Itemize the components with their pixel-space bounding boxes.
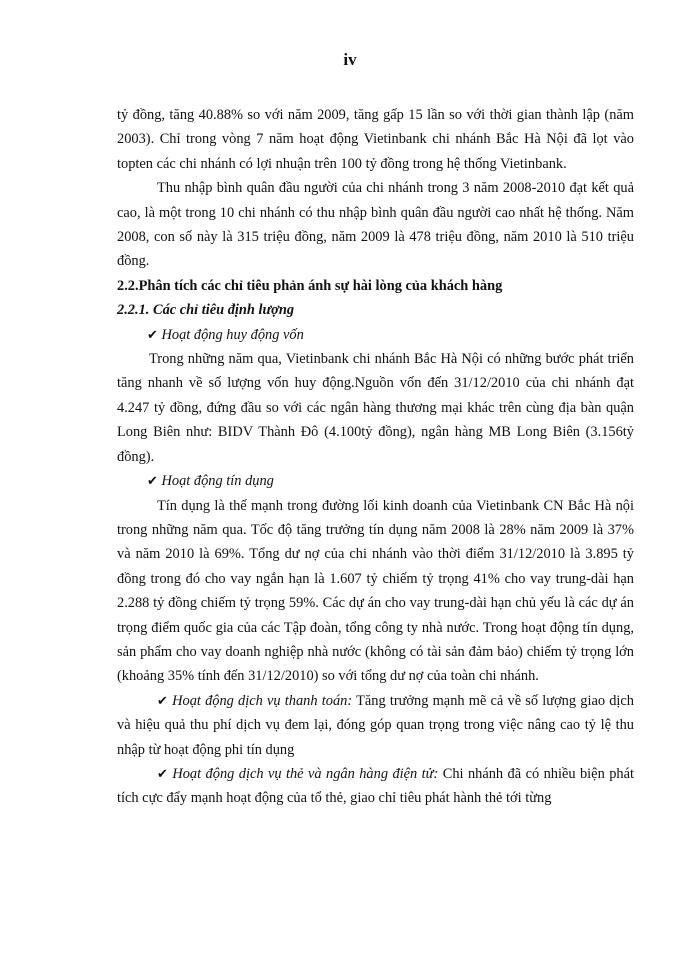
paragraph-payment: Tăng trưởng mạnh mẽ cả về số lượng giao dịch và hiệu quả thu phí dịch vụ đem lại, đóng góp quan trọng trong việc nâng cao tỷ lệ thu nhập từ hoạt động phi tín dụng <box>117 692 634 758</box>
paragraph-income: Thu nhập bình quân đầu người của chi nhánh trong 3 năm 2008-2010 đạt kết quả cao, là một trong 10 chi nhánh có thu nhập bình quân đầu người cao nhất hệ thống. Năm 2008, con số này là 315 triệu đồng, năm 2009 là 478 triệu đồng, năm 2010 là 510 triệu đồng. <box>117 180 634 270</box>
section-heading: 2.2.Phân tích các chỉ tiêu phản ánh sự hài lòng của khách hàng <box>117 277 503 294</box>
bullet-title: Hoạt động tín dụng <box>161 473 274 490</box>
bullet-capital-mobilization <box>117 323 634 347</box>
checkmark-icon: ✔ <box>147 473 158 489</box>
checkmark-icon: ✔ <box>157 692 168 708</box>
subsection-heading: 2.2.1. Các chỉ tiêu định lượng <box>117 302 295 319</box>
bullet-title: Hoạt động huy động vốn <box>161 326 304 343</box>
paragraph-profit: tỷ đồng, tăng 40.88% so với năm 2009, tăng gấp 15 lần so với thời gian thành lập (năm 2003). Chỉ trong vòng 7 năm hoạt động Vietinbank chi nhánh Bắc Hà Nội đã lọt vào topten các chi nhánh có lợi nhuận trên 100 tỷ đồng trong hệ thống Vietinbank. <box>117 107 634 172</box>
paragraph-capital: Trong những năm qua, Vietinbank chi nhánh Bắc Hà Nội có những bước phát triển tăng nhanh về số lượng vốn huy động.Nguồn vốn đến 31/12/2010 của chi nhánh đạt 4.247 tỷ đồng, đứng đầu so với các ngân hàng thương mại khác trên cùng địa bàn quận Long Biên như: BIDV Thành Đô (4.100tỷ đồng), ngân hàng MB Long Biên (3.156tỷ đồng). <box>117 351 634 465</box>
document-body <box>117 103 634 811</box>
bullet-credit <box>117 469 634 493</box>
bullet-title: Hoạt động dịch vụ thẻ và ngân hàng điện tử: <box>172 765 439 782</box>
checkmark-icon: ✔ <box>147 326 158 342</box>
paragraph-card: Chi nhánh đã có nhiều biện phát tích cực đẩy mạnh hoạt động của tổ thẻ, giao chỉ tiêu phát hành thẻ tới từng <box>117 765 634 807</box>
bullet-card-services <box>117 762 634 811</box>
paragraph-credit: Tín dụng là thế mạnh trong đường lối kinh doanh của Vietinbank CN Bắc Hà nội trong những năm qua. Tốc độ tăng trưởng tín dụng năm 2008 là 28% năm 2009 là 37% và năm 2010 là 69%. Tổng dư nợ của chi nhánh vào thời điểm 31/12/2010 là 3.895 tỷ đồng trong đó cho vay ngắn hạn là 1.607 tỷ chiếm tỷ trọng 41% cho vay trung-dài hạn 2.288 tỷ đồng chiếm tỷ trọng 59%. Các dự án cho vay trung-dài hạn chủ yếu là các dự án trọng điểm quốc gia của các Tập đoàn, tổng công ty nhà nước. Trong hoạt động tín dụng, sản phẩm cho vay doanh nghiệp nhà nước (không có tài sản đảm bảo) chiếm tỷ trọng lớn (khoảng 35% tính đến 31/12/2010) so với tổng dư nợ của toàn chi nhánh. <box>117 497 634 685</box>
checkmark-icon: ✔ <box>157 765 168 781</box>
bullet-payment-services <box>117 689 634 762</box>
bullet-title: Hoạt động dịch vụ thanh toán: <box>172 692 353 709</box>
page-number: iv <box>343 50 357 69</box>
